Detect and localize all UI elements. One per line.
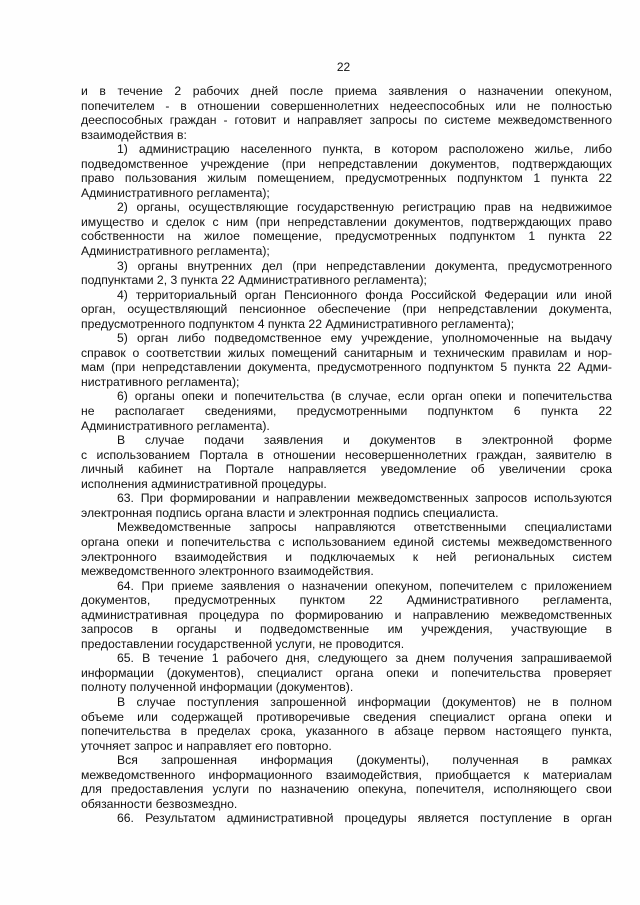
text-line: Административного регламента); <box>81 244 270 259</box>
text-line: 4) территориальный орган Пенсионного фонда Российской Федерации или иной <box>117 287 612 302</box>
text-line: Административного регламента). <box>81 418 270 433</box>
text-line: 65. В течение 1 рабочего дня, следующего за днем получения запрашиваемой <box>117 651 612 666</box>
text-line: личный кабинет на Портале направляется уведомление об увеличении срока <box>81 462 612 477</box>
text-line: подпунктами 2, 3 пункта 22 Административного регламента); <box>81 273 427 288</box>
text-line: 64. При приеме заявления о назначении опекуном, попечителем с приложением <box>117 578 612 593</box>
text-line: Межведомственные запросы направляются ответственными специалистами <box>117 520 612 535</box>
text-line: дееспособных граждан - готовит и направляет запросы по системе межведомственного <box>81 113 612 128</box>
text-line: мам (при непредставлении документа, предусмотренного подпунктом 5 пункта 22 Адми- <box>81 360 612 375</box>
text-line: справок о соответствии жилых помещений санитарным и техническим правилам и нор- <box>81 345 612 360</box>
text-line: полноту полученной информации (документов). <box>81 680 354 695</box>
text-line: электронного взаимодействия и подключаемых к ней региональных систем <box>81 549 612 564</box>
text-line: органа опеки и попечительства с использованием единой системы межведомственного <box>81 534 612 549</box>
text-line: подведомственное учреждение (при непредставлении документов, подтверждающих <box>81 156 612 171</box>
page-number: 22 <box>336 60 351 74</box>
text-line: информации (документов), специалист органа опеки и попечительства проверяет <box>81 665 612 680</box>
text-line: взаимодействия в: <box>81 127 187 142</box>
text-line: запросов в органы и подведомственные им учреждения, участвующие в <box>81 622 612 637</box>
text-line: 66. Результатом административной процедуры является поступление в орган <box>117 811 612 826</box>
text-line: 63. При формировании и направлении межведомственных запросов используются <box>117 491 612 506</box>
text-line: 2) органы, осуществляющие государственную регистрацию прав на недвижимое <box>117 200 612 215</box>
text-line: предусмотренного подпунктом 4 пункта 22 Административного регламента); <box>81 316 515 331</box>
text-line: право пользования жилым помещением, предусмотренных подпунктом 1 пункта 22 <box>81 171 612 186</box>
text-line: не располагает сведениями, предусмотренными подпунктом 6 пункта 22 <box>81 404 612 419</box>
text-line: орган, осуществляющий пенсионное обеспечение (при непредставлении документа, <box>81 302 612 317</box>
text-line: попечителем - в отношении совершеннолетних недееспособных или не полностью <box>81 98 612 113</box>
text-line: нистративного регламента); <box>81 374 240 389</box>
text-line: Вся запрошенная информация (документы), полученная в рамках <box>117 753 612 768</box>
text-line: Административного регламента); <box>81 185 270 200</box>
text-line: исполнения административной процедуры. <box>81 476 327 491</box>
text-line: обязанности безвозмездно. <box>81 796 238 811</box>
text-line: уточняет запрос и направляет его повторно. <box>81 738 332 753</box>
text-line: для предоставления услуги по назначению опекуна, попечителя, исполняющего свои <box>81 782 612 797</box>
text-line: 6) органы опеки и попечительства (в случае, если орган опеки и попечительства <box>117 389 612 404</box>
text-line: объеме или содержащей противоречивые сведения специалист органа опеки и <box>81 709 612 724</box>
text-line: электронная подпись органа власти и электронная подпись специалиста. <box>81 505 499 520</box>
text-line: межведомственного информационного взаимодействия, приобщается к материалам <box>81 767 612 782</box>
text-line: В случае подачи заявления и документов в электронной форме <box>117 433 612 448</box>
text-line: имущество и сделок с ним (при непредставлении документов, подтверждающих право <box>81 214 612 229</box>
text-line: 1) администрацию населенного пункта, в котором расположено жилье, либо <box>117 142 612 157</box>
text-line: 5) орган либо подведомственное ему учреждение, уполномоченные на выдачу <box>117 331 612 346</box>
document-body <box>81 84 612 826</box>
text-line: документов, предусмотренных пунктом 22 Административного регламента, <box>81 593 612 608</box>
text-line: 3) органы внутренних дел (при непредставлении документа, предусмотренного <box>117 258 612 273</box>
text-line: В случае поступления запрошенной информации (документов) не в полном <box>117 694 612 709</box>
text-line: попечительства в пределах срока, указанного в абзаце первом настоящего пункта, <box>81 724 612 739</box>
text-line: административная процедура по формированию и направлению межведомственных <box>81 607 612 622</box>
text-line: и в течение 2 рабочих дней после приема заявления о назначении опекуном, <box>81 84 612 98</box>
text-line: с использованием Портала в отношении несовершеннолетних граждан, заявителю в <box>81 447 612 462</box>
text-line: предоставлении государственной услуги, не проводится. <box>81 636 405 651</box>
text-line: собственности на жилое помещение, предусмотренных подпунктом 1 пункта 22 <box>81 229 612 244</box>
text-line: межведомственного электронного взаимодействия. <box>81 564 374 579</box>
